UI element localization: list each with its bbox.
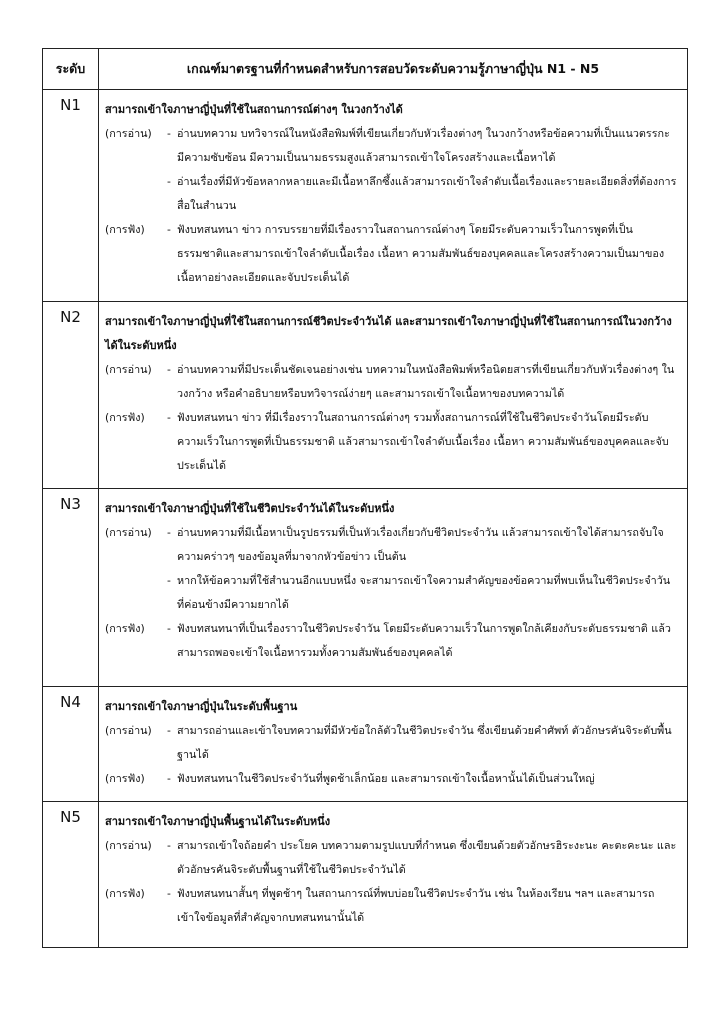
skill-tag: (การฟัง)	[105, 772, 145, 785]
table-header-row	[43, 49, 688, 90]
level-label: N3	[43, 489, 99, 687]
level-summary: สามารถเข้าใจภาษาญี่ปุ่นที่ใช้ในสถานการณ์ต่างๆ ในวงกว้างได้	[105, 103, 403, 116]
reading-block	[105, 834, 677, 882]
listening-block	[105, 617, 677, 665]
list-item: - สามารถเข้าใจถ้อยคำ ประโยค บทความตามรูปแบบที่กำหนด ซึ่งเขียนด้วยตัวอักษรฮิระงะนะ คะตะคะนะ และตัวอักษรคันจิระดับพื้นฐานที่ใช้ในชีวิตประจำวันได้	[167, 839, 677, 876]
table-row	[43, 802, 688, 948]
level-summary: สามารถเข้าใจภาษาญี่ปุ่นที่ใช้ในชีวิตประจำวันได้ในระดับหนึ่ง	[105, 502, 395, 515]
listening-block	[105, 882, 677, 930]
skill-tag: (การฟัง)	[105, 411, 145, 424]
level-label: N5	[43, 802, 99, 948]
listening-block	[105, 406, 677, 478]
table-row	[43, 489, 688, 687]
level-description	[99, 802, 688, 948]
criteria-column-header: เกณฑ์มาตรฐานที่กำหนดสำหรับการสอบวัดระดับความรู้ภาษาญี่ปุ่น N1 - N5	[99, 49, 688, 90]
level-description	[99, 302, 688, 489]
level-description	[99, 687, 688, 802]
table-row	[43, 302, 688, 489]
level-column-header: ระดับ	[43, 49, 99, 90]
listening-block	[105, 218, 677, 290]
table-row	[43, 687, 688, 802]
list-item: - สามารถอ่านและเข้าใจบทความที่มีหัวข้อใกล้ตัวในชีวิตประจำวัน ซึ่งเขียนด้วยคำศัพท์ ตัวอักษรคันจิระดับพื้นฐานได้	[167, 724, 672, 761]
list-item: - ฟังบทสนทนา ข่าว ที่มีเรื่องราวในสถานการณ์ต่างๆ รวมทั้งสถานการณ์ที่ใช้ในชีวิตประจำวันโดยมีระดับความเร็วในการพูดที่เป็นธรรมชาติ แล้วสามารถเข้าใจลำดับเนื้อเรื่อง เนื้อหา ความสัมพันธ์ของบุคคลและจับประเด็นได้	[167, 411, 669, 472]
level-description	[99, 489, 688, 687]
skill-tag: (การอ่าน)	[105, 363, 152, 376]
reading-block	[105, 122, 677, 218]
list-item: - อ่านบทความที่มีเนื้อหาเป็นรูปธรรมที่เป็นหัวเรื่องเกี่ยวกับชีวิตประจำวัน แล้วสามารถเข้าใจได้สามารถจับใจความคร่าวๆ ของข้อมูลที่มาจากหัวข้อข่าว เป็นต้น	[167, 526, 664, 563]
reading-block	[105, 719, 677, 767]
reading-block	[105, 521, 677, 617]
list-item: - ฟังบทสนทนาในชีวิตประจำวันที่พูดช้าเล็กน้อย และสามารถเข้าใจเนื้อหานั้นได้เป็นส่วนใหญ่	[167, 772, 595, 785]
skill-tag: (การอ่าน)	[105, 526, 152, 539]
list-item: - ฟังบทสนทนาสั้นๆ ที่พูดช้าๆ ในสถานการณ์ที่พบบ่อยในชีวิตประจำวัน เช่น ในห้องเรียน ฯลฯ และสามารถเข้าใจข้อมูลที่สำคัญจากบทสนทนานั้นได้	[167, 887, 655, 924]
listening-block	[105, 767, 677, 791]
list-item: - อ่านเรื่องที่มีหัวข้อหลากหลายและมีเนื้อหาลึกซึ้งแล้วสามารถเข้าใจลำดับเนื้อเรื่องและรายละเอียดสิ่งที่ต้องการสื่อในสำนวน	[167, 175, 677, 212]
skill-tag: (การอ่าน)	[105, 839, 152, 852]
skill-tag: (การอ่าน)	[105, 724, 152, 737]
skill-tag: (การฟัง)	[105, 223, 145, 236]
level-label: N4	[43, 687, 99, 802]
level-label: N1	[43, 90, 99, 302]
level-summary: สามารถเข้าใจภาษาญี่ปุ่นพื้นฐานได้ในระดับหนึ่ง	[105, 815, 331, 828]
jlpt-criteria-table	[42, 48, 688, 948]
level-description	[99, 90, 688, 302]
skill-tag: (การอ่าน)	[105, 127, 152, 140]
list-item: - อ่านบทความที่มีประเด็นชัดเจนอย่างเช่น บทความในหนังสือพิมพ์หรือนิตยสารที่เขียนเกี่ยวกับหัวเรื่องต่างๆ ในวงกว้าง หรือคำอธิบายหรือบทวิจารณ์ง่ายๆ และสามารถเข้าใจเนื้อหาของบทความได้	[167, 363, 675, 400]
reading-block	[105, 358, 677, 406]
list-item: - อ่านบทความ บทวิจารณ์ในหนังสือพิมพ์ที่เขียนเกี่ยวกับหัวเรื่องต่างๆ ในวงกว้างหรือข้อความที่เป็นแนวตรรกะ มีความซับซ้อน มีความเป็นนามธรรมสูงแล้วสามารถเข้าใจโครงสร้างและเนื้อหาได้	[167, 127, 670, 164]
level-summary: สามารถเข้าใจภาษาญี่ปุ่นที่ใช้ในสถานการณ์ชีวิตประจำวันได้ และสามารถเข้าใจภาษาญี่ปุ่นที่ใช้ในสถานการณ์ในวงกว้างได้ในระดับหนึ่ง	[105, 315, 672, 352]
table-row	[43, 90, 688, 302]
skill-tag: (การฟัง)	[105, 887, 145, 900]
list-item: - หากให้ข้อความที่ใช้สำนวนอีกแบบหนึ่ง จะสามารถเข้าใจความสำคัญของข้อความที่พบเห็นในชีวิตประจำวันที่ค่อนข้างมีความยากได้	[167, 574, 671, 611]
level-summary: สามารถเข้าใจภาษาญี่ปุ่นในระดับพื้นฐาน	[105, 700, 298, 713]
list-item: - ฟังบทสนทนา ข่าว การบรรยายที่มีเรื่องราวในสถานการณ์ต่างๆ โดยมีระดับความเร็วในการพูดที่เป็นธรรมชาติและสามารถเข้าใจลำดับเนื้อเรื่อง เนื้อหา ความสัมพันธ์ของบุคคลและโครงสร้างความเป็นมาของเนื้อหาอย่างละเอียดและจับประเด็นได้	[167, 223, 665, 284]
level-label: N2	[43, 302, 99, 489]
skill-tag: (การฟัง)	[105, 622, 145, 635]
list-item: - ฟังบทสนทนาที่เป็นเรื่องราวในชีวิตประจำวัน โดยมีระดับความเร็วในการพูดใกล้เคียงกับระดับธรรมชาติ แล้วสามารถพอจะเข้าใจเนื้อหารวมทั้งความสัมพันธ์ของบุคคลได้	[167, 622, 671, 659]
